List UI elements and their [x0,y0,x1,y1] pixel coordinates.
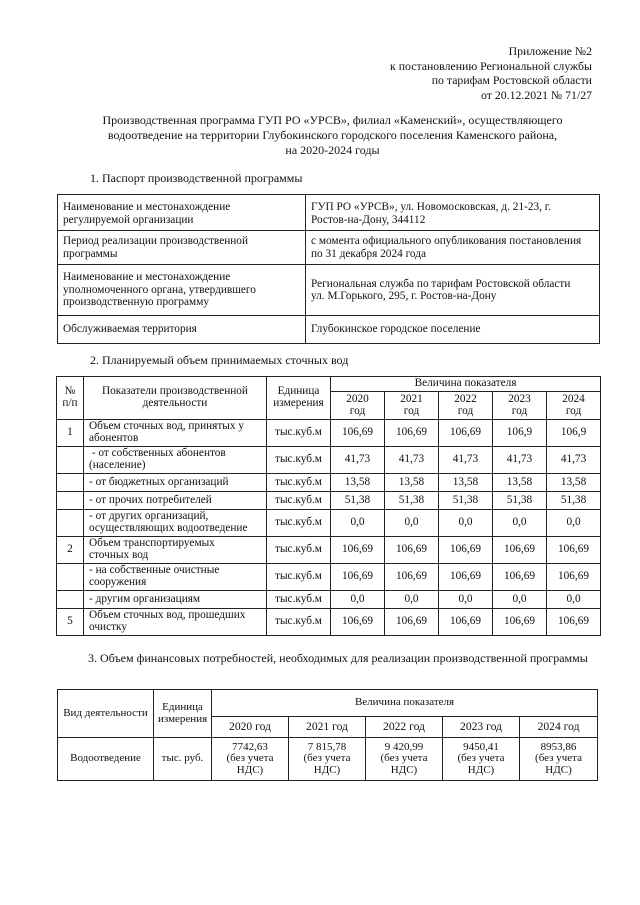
indicator-cell: Объем сточных вод, прошедших очистку [84,609,267,636]
passport-table [57,194,600,344]
value-cell: 106,9 [493,420,547,447]
value-cell: 106,69 [385,609,439,636]
value-cell: 106,69 [547,564,601,591]
passport-label: Наименование и местонахождение уполномоченного органа, утвердившего производственную программу [58,265,306,316]
value-cell: 0,0 [331,591,385,609]
value-cell: 13,58 [439,474,493,492]
value-cell: 9450,41 (без учета НДС) [443,738,520,781]
title-line: Производственная программа ГУП РО «УРСВ», филиал «Каменский», осуществляющего [102,113,563,127]
indicator-cell: - от бюджетных организаций [84,474,267,492]
row-number-cell [57,447,84,474]
unit-cell: тыс.куб.м [267,609,331,636]
value-cell: 51,38 [493,492,547,510]
year-header: 2020 год [212,717,289,738]
year-header: 2022 год [366,717,443,738]
value-cell: 7742,63 (без учета НДС) [212,738,289,781]
col-activity-header: Вид деятельности [58,690,154,738]
document-title [60,113,605,157]
unit-cell: тыс.куб.м [267,447,331,474]
value-cell: 106,69 [331,420,385,447]
value-cell: 41,73 [493,447,547,474]
finance-table [57,689,598,781]
value-cell: 106,69 [439,609,493,636]
year-header: 2021 год [289,717,366,738]
value-cell: 106,69 [385,564,439,591]
year-header: 2020 год [331,392,385,420]
table-row [58,316,600,344]
value-cell: 0,0 [493,591,547,609]
value-cell: 0,0 [385,591,439,609]
section3-heading: 3. Объем финансовых потребностей, необходимых для реализации производственной программы [88,651,588,665]
unit-cell: тыс.куб.м [267,591,331,609]
value-cell: 0,0 [439,510,493,537]
table-row [57,492,601,510]
value-cell: 106,69 [439,564,493,591]
row-number-cell: 1 [57,420,84,447]
value-cell: 9 420,99 (без учета НДС) [366,738,443,781]
row-number-cell [57,510,84,537]
table-row [57,564,601,591]
passport-value: Региональная служба по тарифам Ростовской области ул. М.Горького, 295, г. Ростов-на-Дону [306,265,600,316]
col-unit-header: Единица измерения [154,690,212,738]
table-header-row [57,377,601,392]
value-cell: 41,73 [547,447,601,474]
value-cell: 0,0 [493,510,547,537]
value-cell: 0,0 [439,591,493,609]
title-line: водоотведение на территории Глубокинского городского поселения Каменского района, [107,127,558,142]
indicator-cell: - от собственных абонентов (население) [84,447,267,474]
indicator-cell: Объем транспортируемых сточных вод [84,537,267,564]
value-cell: 13,58 [547,474,601,492]
volume-table [56,376,601,636]
table-row [57,474,601,492]
year-header: 2023 год [493,392,547,420]
col-unit-header: Единица измерения [267,377,331,420]
unit-cell: тыс. руб. [154,738,212,781]
value-cell: 51,38 [439,492,493,510]
value-cell: 106,69 [439,537,493,564]
indicator-cell: - от других организаций, осуществляющих водоотведение [84,510,267,537]
title-line: на 2020-2024 годы [285,142,380,157]
col-value-header: Величина показателя [212,690,598,717]
value-cell: 106,69 [331,537,385,564]
value-cell: 51,38 [331,492,385,510]
value-cell: 13,58 [385,474,439,492]
table-header-row [58,690,598,717]
unit-cell: тыс.куб.м [267,474,331,492]
passport-label: Период реализации производственной программы [58,231,306,265]
annex-line: к постановлению Региональной службы [390,58,592,73]
passport-label: Наименование и местонахождение регулируемой организации [58,195,306,231]
annex-line: от 20.12.2021 № 71/27 [481,87,592,102]
value-cell: 106,69 [331,564,385,591]
value-cell: 13,58 [331,474,385,492]
value-cell: 106,9 [547,420,601,447]
col-no-header: № п/п [57,377,84,420]
value-cell: 7 815,78 (без учета НДС) [289,738,366,781]
indicator-cell: - на собственные очистные сооружения [84,564,267,591]
value-cell: 106,69 [493,609,547,636]
activity-cell: Водоотведение [58,738,154,781]
value-cell: 106,69 [385,420,439,447]
table-row [57,537,601,564]
table-row [57,420,601,447]
value-cell: 51,38 [385,492,439,510]
value-cell: 106,69 [493,537,547,564]
year-header: 2023 год [443,717,520,738]
value-cell: 106,69 [439,420,493,447]
unit-cell: тыс.куб.м [267,537,331,564]
unit-cell: тыс.куб.м [267,420,331,447]
row-number-cell: 5 [57,609,84,636]
unit-cell: тыс.куб.м [267,510,331,537]
value-cell: 106,69 [547,609,601,636]
value-cell: 51,38 [547,492,601,510]
row-number-cell [57,492,84,510]
indicator-cell: - другим организациям [84,591,267,609]
row-number-cell: 2 [57,537,84,564]
value-cell: 106,69 [385,537,439,564]
passport-value: с момента официального опубликования постановления по 31 декабря 2024 года [306,231,600,265]
value-cell: 41,73 [331,447,385,474]
table-row [58,231,600,265]
table-row [58,195,600,231]
indicator-cell: Объем сточных вод, принятых у абонентов [84,420,267,447]
passport-label: Обслуживаемая территория [58,316,306,344]
row-number-cell [57,564,84,591]
year-header: 2024 год [520,717,598,738]
value-cell: 0,0 [385,510,439,537]
volume-table-body [57,420,601,636]
section2-heading: 2. Планируемый объем принимаемых сточных вод [90,353,349,367]
section1-heading: 1. Паспорт производственной программы [90,171,303,185]
row-number-cell [57,591,84,609]
value-cell: 106,69 [331,609,385,636]
value-cell: 8953,86 (без учета НДС) [520,738,598,781]
unit-cell: тыс.куб.м [267,492,331,510]
table-row [58,265,600,316]
year-header: 2022 год [439,392,493,420]
col-indicator-header: Показатели производственной деятельности [84,377,267,420]
annex-block [390,44,592,102]
table-row [57,510,601,537]
row-number-cell [57,474,84,492]
year-header: 2021 год [385,392,439,420]
table-row [57,591,601,609]
value-cell: 106,69 [493,564,547,591]
value-cell: 0,0 [547,510,601,537]
value-cell: 41,73 [385,447,439,474]
table-row [57,609,601,636]
value-cell: 106,69 [547,537,601,564]
value-cell: 0,0 [331,510,385,537]
annex-line: по тарифам Ростовской области [431,73,592,88]
value-cell: 0,0 [547,591,601,609]
passport-value: ГУП РО «УРСВ», ул. Новомосковская, д. 21-23, г. Ростов-на-Дону, 344112 [306,195,600,231]
unit-cell: тыс.куб.м [267,564,331,591]
value-cell: 41,73 [439,447,493,474]
annex-line: Приложение №2 [508,44,592,58]
year-header: 2024 год [547,392,601,420]
indicator-cell: - от прочих потребителей [84,492,267,510]
table-row [57,447,601,474]
table-row [58,738,598,781]
col-value-header: Величина показателя [331,377,601,392]
passport-value: Глубокинское городское поселение [306,316,600,344]
value-cell: 13,58 [493,474,547,492]
